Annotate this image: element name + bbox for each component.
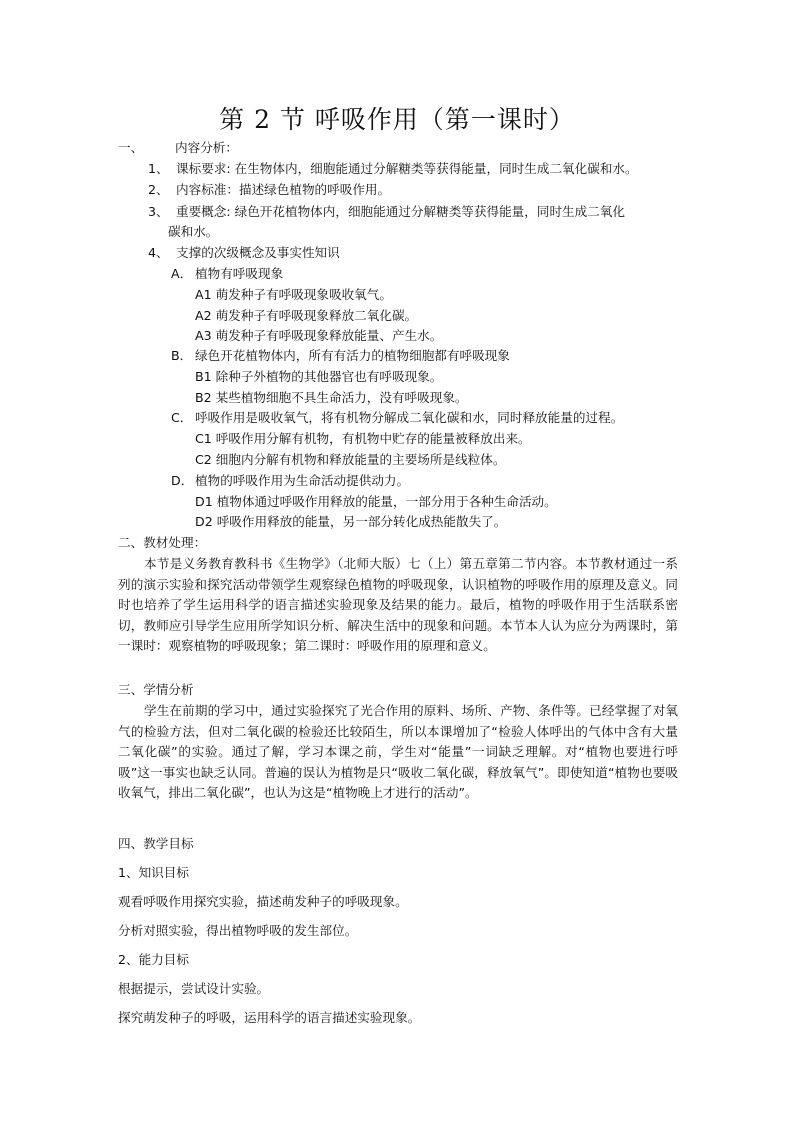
concept-c: C． 呼吸作用是吸收氧气，将有机物分解成二氧化碳和水，同时释放能量的过程。 [171,410,624,425]
knowledge-goal-line: 观看呼吸作用探究实验，描述萌发种子的呼吸现象。 [118,894,408,909]
fact-d1: D1 植物体通过呼吸作用释放的能量，一部分用于各种生命活动。 [195,494,557,509]
section-4-heading: 四、教学目标 [118,836,194,851]
fact-c1: C1 呼吸作用分解有机物，有机物中贮存的能量被释放出来。 [195,431,531,446]
section-1-heading [118,138,238,158]
section-2-heading: 二、教材处理： [118,535,207,550]
list-item: 2、 内容标准：描述绿色植物的呼吸作用。 [148,182,391,197]
list-item: 4、 支撑的次级概念及事实性知识 [148,245,340,260]
fact-b2: B2 某些植物细胞不具生命活力，没有呼吸现象。 [195,390,468,405]
section-3-heading: 三、学情分析 [118,682,194,697]
fact-b1: B1 除种子外植物的其他器官也有呼吸现象。 [195,369,443,384]
concept-b: B． 绿色开花植物体内，所有有活力的植物细胞都有呼吸现象 [171,348,510,363]
ability-goal-line: 根据提示，尝试设计实验。 [118,981,270,996]
fact-a1: A1 萌发种子有呼吸现象吸收氧气。 [195,287,392,302]
fact-a3: A3 萌发种子有呼吸现象释放能量、产生水。 [195,328,443,343]
fact-d2: D2 呼吸作用释放的能量，另一部分转化成热能散失了。 [195,514,507,529]
fact-c2: C2 细胞内分解有机物和释放能量的主要场所是线粒体。 [195,452,506,467]
list-item-continuation: 碳和水。 [168,224,219,239]
fact-a2: A2 萌发种子有呼吸现象释放二氧化碳。 [195,308,418,323]
section-3-paragraph: 学生在前期的学习中，通过实验探究了光合作用的原料、场所、产物、条件等。已经掌握了对氧气的检验方法，但对二氧化碳的检验还比较陌生，所以本课增加了“检验人体呼出的气体中含有大量二氧化碳”的实验。通过了解，学习本课之前，学生对“能量”一词缺乏理解。对“植物也要进行呼吸”这一事实也缺乏认同。普遍的误认为植物是只“吸收二氧化碳，释放氧气”。即使知道“植物也要吸收氧气，排出二氧化碳”，也认为这是“植物晚上才进行的活动”。 [118,703,678,801]
list-item: 3、 重要概念: 绿色开花植物体内，细胞能通过分解糖类等获得能量，同时生成二氧化 [148,204,626,219]
page-title: 第 2 节 呼吸作用（第一课时） [219,105,575,134]
concept-a: A． 植物有呼吸现象 [171,266,284,281]
concept-d: D． 植物的呼吸作用为生命活动提供动力。 [171,473,410,488]
ability-goal-heading: 2、能力目标 [118,952,189,967]
section-2-paragraph: 本节是义务教育教科书《生物学》（北师大版）七（上）第五章第二节内容。本节教材通过一系列的演示实验和探究活动带领学生观察绿色植物的呼吸现象，认识植物的呼吸作用的原理及意义。同时也培养了学生运用科学的语言描述实验现象及结果的能力。最后，植物的呼吸作用于生活联系密切，教师应引导学生应用所学知识分析、解决生活中的现象和问题。本节本人认为应分为两课时，第一课时：观察植物的呼吸现象；第二课时：呼吸作用的原理和意义。 [118,556,678,654]
knowledge-goal-line: 分析对照实验，得出植物呼吸的发生部位。 [118,923,358,938]
list-item: 1、 课标要求: 在生物体内，细胞能通过分解糖类等获得能量，同时生成二氧化碳和水。 [148,161,638,176]
section-1-number: 一、 [118,140,144,155]
section-1-title: 内容分析： [175,140,238,155]
knowledge-goal-heading: 1、知识目标 [118,865,189,880]
ability-goal-line: 探究萌发种子的呼吸，运用科学的语言描述实验现象。 [118,1010,421,1025]
